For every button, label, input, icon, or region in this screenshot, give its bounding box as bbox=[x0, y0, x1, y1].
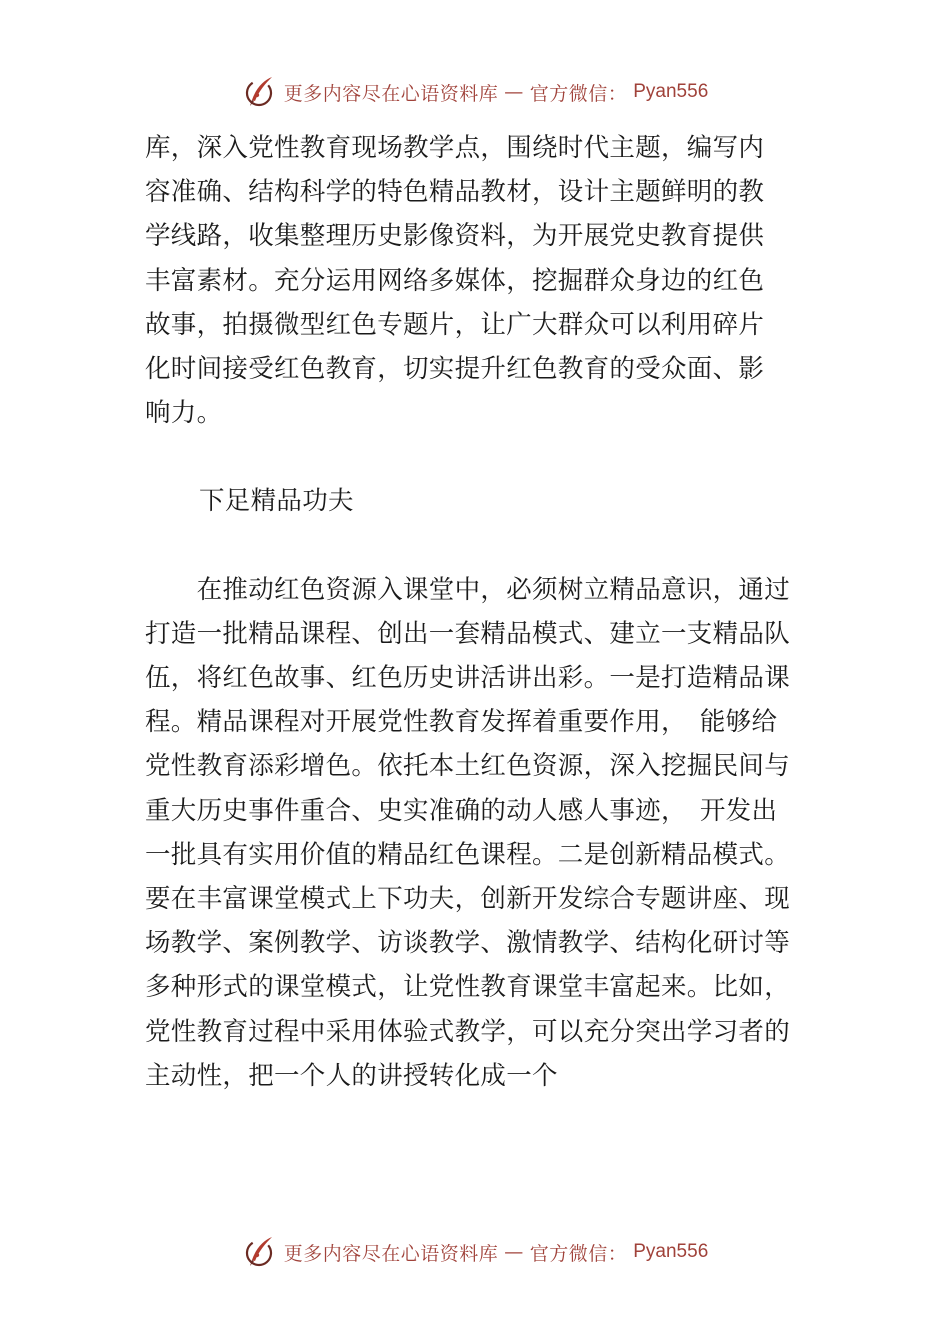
footer-banner bbox=[0, 1232, 950, 1272]
banner-wechat-id: Pyan556 bbox=[633, 1241, 709, 1262]
paragraph-1 bbox=[145, 126, 825, 435]
banner-main-text: 更多内容尽在心语资料库 bbox=[283, 1242, 499, 1265]
text-line: 打造一批精品课程、创出一套精品模式、建立一支精品队 bbox=[145, 618, 791, 649]
text-line: 程。精品课程对开展党性教育发挥着重要作用， 能够给 bbox=[145, 707, 778, 738]
banner-wechat-id: Pyan556 bbox=[633, 81, 709, 102]
banner-dash: — bbox=[504, 1241, 524, 1263]
quill-logo-icon bbox=[242, 74, 278, 110]
text-line: 故事，拍摄微型红色专题片，让广大群众可以利用碎片 bbox=[145, 309, 765, 340]
quill-logo-icon bbox=[242, 1234, 278, 1270]
text-line: 要在丰富课堂模式上下功夫，创新开发综合专题讲座、现 bbox=[145, 884, 791, 915]
text-line: 多种形式的课堂模式，让党性教育课堂丰富起来。比如， bbox=[145, 972, 791, 1003]
text-line: 化时间接受红色教育，切实提升红色教育的受众面、影 bbox=[145, 354, 765, 385]
banner-wechat-label: 官方微信： bbox=[529, 1242, 628, 1265]
text-line: 一批具有实用价值的精品红色课程。二是创新精品模式。 bbox=[145, 839, 791, 870]
banner-wechat-label: 官方微信： bbox=[529, 82, 628, 105]
text-line: 重大历史事件重合、史实准确的动人感人事迹， 开发出 bbox=[145, 795, 778, 826]
text-line: 在推动红色资源入课堂中，必须树立精品意识，通过 bbox=[145, 574, 791, 605]
banner-main-text: 更多内容尽在心语资料库 bbox=[283, 82, 499, 105]
text-line: 场教学、案例教学、访谈教学、激情教学、结构化研讨等 bbox=[145, 928, 791, 959]
text-line: 库，深入党性教育现场教学点，围绕时代主题，编写内 bbox=[145, 133, 765, 163]
paragraph-2 bbox=[145, 568, 825, 1098]
text-line: 主动性，把一个人的讲授转化成一个 bbox=[145, 1060, 558, 1091]
text-line: 丰富素材。充分运用网络多媒体，挖掘群众身边的红色 bbox=[145, 265, 765, 296]
header-banner bbox=[0, 72, 950, 112]
banner-dash: — bbox=[504, 81, 524, 103]
text-line: 学线路，收集整理历史影像资料，为开展党史教育提供 bbox=[145, 221, 765, 252]
text-line: 党性教育添彩增色。依托本土红色资源，深入挖掘民间与 bbox=[145, 751, 791, 782]
text-line: 党性教育过程中采用体验式教学，可以充分突出学习者的 bbox=[145, 1016, 791, 1047]
section-heading: 下足精品功夫 bbox=[199, 486, 354, 517]
text-line: 响力。 bbox=[145, 398, 223, 429]
document-body bbox=[145, 126, 825, 1098]
text-line: 容准确、结构科学的特色精品教材，设计主题鲜明的教 bbox=[145, 177, 765, 208]
text-line: 伍，将红色故事、红色历史讲活讲出彩。一是打造精品课 bbox=[145, 663, 791, 694]
